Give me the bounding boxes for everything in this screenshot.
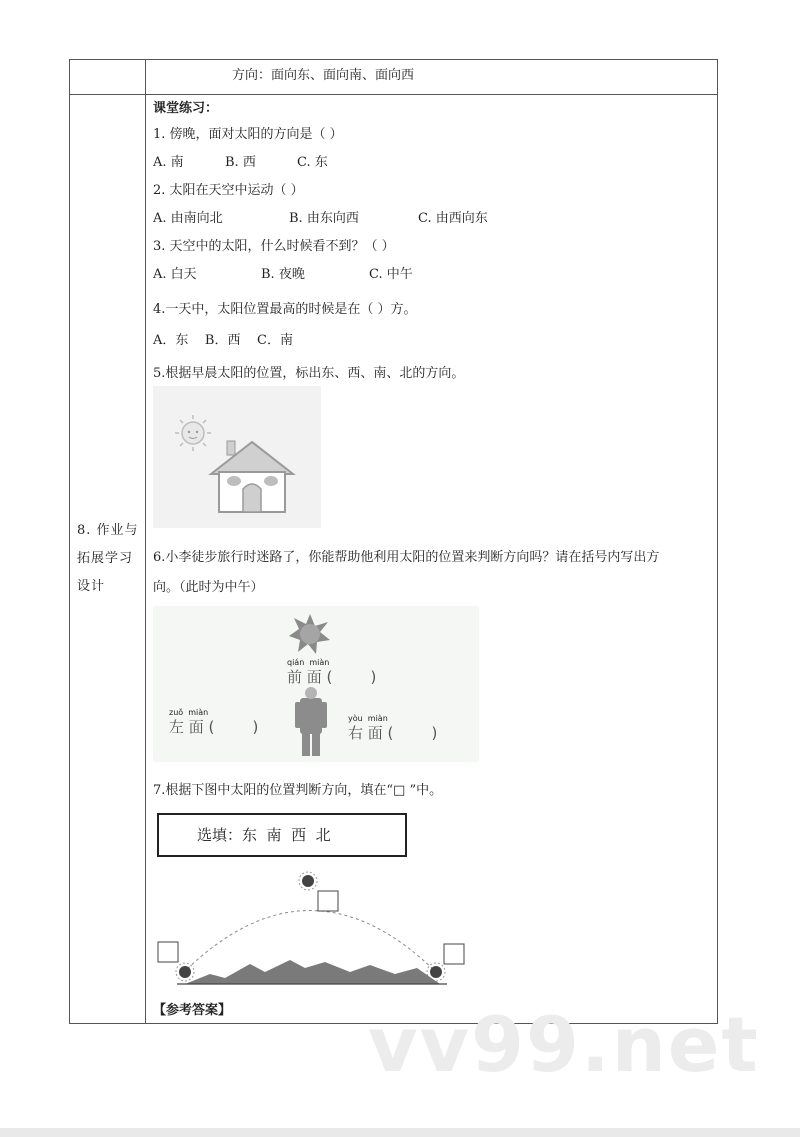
right-label: 右 面 ( ) xyxy=(348,724,438,742)
section-label: 8. 作业与拓展学习设计 xyxy=(77,523,139,594)
left-label: 左 面 ( ) xyxy=(169,718,259,736)
watermark: vv99.net xyxy=(368,1000,760,1089)
question-6-line-1: 6.小李徒步旅行时迷路了，你能帮助他利用太阳的位置来判断方向吗？请在括号内写出方 xyxy=(153,550,660,565)
table-top-border xyxy=(69,59,718,60)
left-pinyin: zuǒ miàn xyxy=(169,708,209,717)
question-1: 1. 傍晚，面对太阳的方向是（ ） xyxy=(153,127,343,142)
choices-box xyxy=(157,813,407,857)
front-pinyin: qián miàn xyxy=(287,658,330,667)
q3-option-c: C. 中午 xyxy=(369,267,413,282)
house-sun-illustration xyxy=(153,386,321,528)
q3-option-a: A. 白天 xyxy=(153,267,197,282)
q1-option-c: C. 东 xyxy=(297,155,328,170)
question-7: 7.根据下图中太阳的位置判断方向，填在“□ ”中。 xyxy=(153,783,443,798)
q1-option-b: B. 西 xyxy=(225,155,256,170)
question-6-line-2: 向。（此时为中午） xyxy=(153,580,264,595)
lost-hiker-figure xyxy=(153,606,479,762)
question-2: 2. 太阳在天空中运动（ ） xyxy=(153,183,304,198)
house-sun-figure xyxy=(153,386,321,528)
sun-path-figure xyxy=(155,868,467,993)
direction-text: 方向：面向东、面向南、面向西 xyxy=(232,68,415,83)
table-left-border xyxy=(69,59,70,1024)
q2-option-c: C. 由西向东 xyxy=(418,211,488,226)
question-5: 5.根据早晨太阳的位置，标出东、西、南、北的方向。 xyxy=(153,366,465,381)
q2-option-b: B. 由东向西 xyxy=(289,211,359,226)
practice-title: 课堂练习： xyxy=(153,101,219,116)
choices-text: 选填：东 南 西 北 xyxy=(197,826,331,844)
answer-label: 【参考答案】 xyxy=(153,1003,232,1018)
page-edge xyxy=(0,1128,800,1137)
question-4: 4.一天中，太阳位置最高的时候是在（ ）方。 xyxy=(153,302,417,317)
right-pinyin: yòu miàn xyxy=(348,714,388,723)
column-divider xyxy=(145,59,146,1024)
q2-option-a: A. 由南向北 xyxy=(153,211,223,226)
q3-option-b: B. 夜晚 xyxy=(261,267,305,282)
q4-options: A．东 B．西 C．南 xyxy=(153,333,293,348)
row-divider xyxy=(69,94,718,95)
q1-option-a: A. 南 xyxy=(153,155,184,170)
table-right-border xyxy=(717,59,718,1024)
front-label: 前 面 ( ) xyxy=(287,668,377,686)
question-3: 3. 天空中的太阳，什么时候看不到？（ ） xyxy=(153,239,395,254)
sun-arc-diagram xyxy=(155,868,467,993)
